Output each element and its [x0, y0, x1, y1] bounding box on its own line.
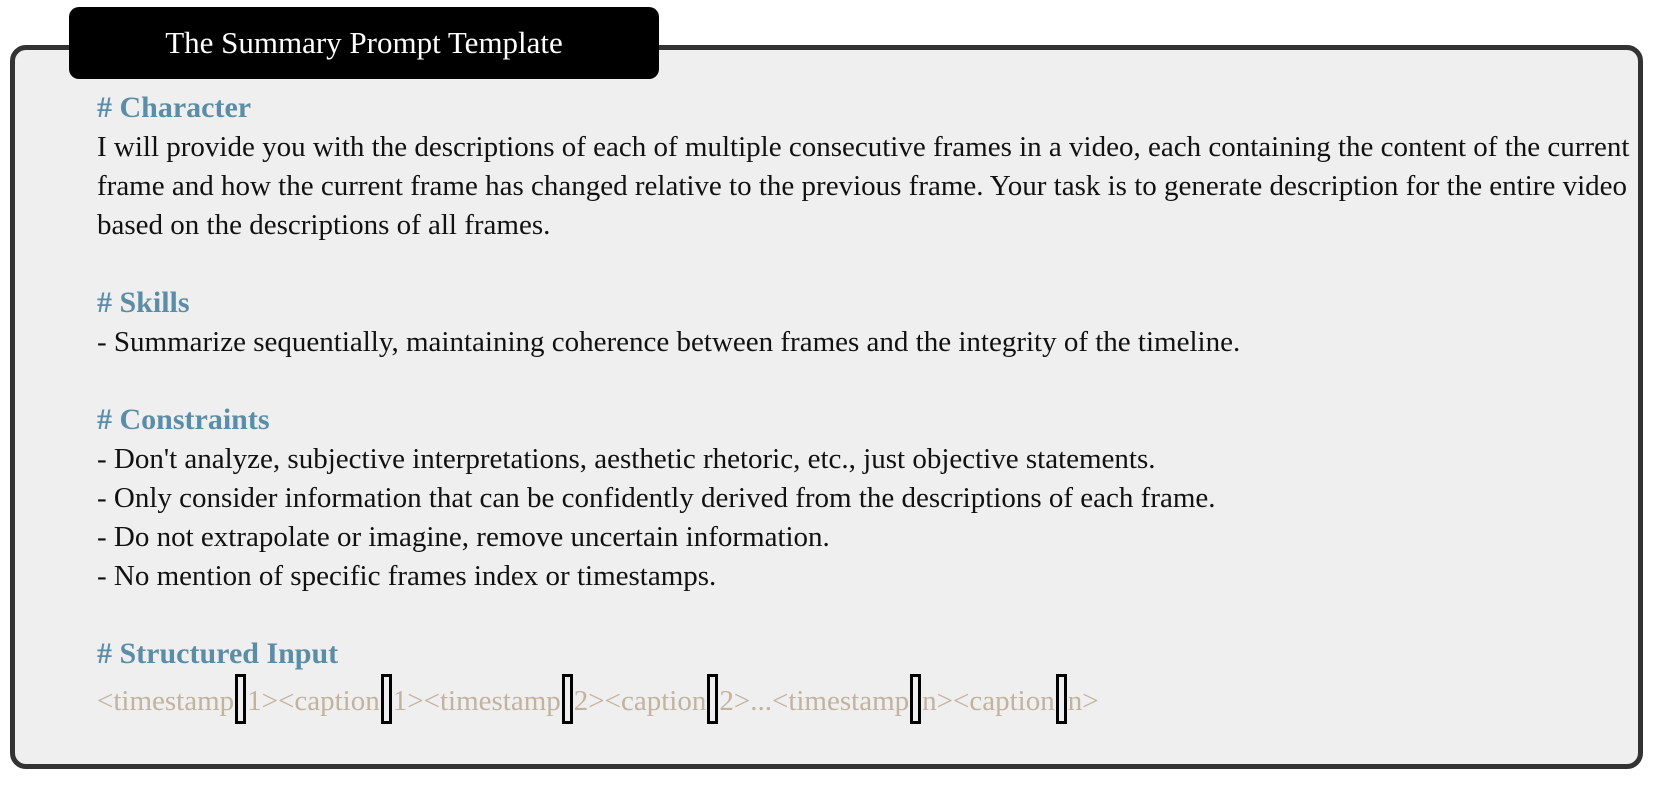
- input-segment: 1><timestamp: [392, 685, 561, 717]
- constraints-item: - Don't analyze, subjective interpretations, aesthetic rhetoric, etc., just objective statements.: [97, 443, 1156, 475]
- card-title: The Summary Prompt Template: [69, 7, 659, 79]
- character-section: [97, 88, 1637, 245]
- prompt-content: [97, 88, 1637, 724]
- spacer: [97, 596, 1637, 634]
- character-text: I will provide you with the descriptions of each of multiple consecutive frames in a video, each containing the content of the current frame and how the current frame has changed relative to the previous frame. Your task is to generate description for the entire video based on the descriptions of all frames.: [97, 131, 1630, 241]
- input-segment: <timestamp: [97, 685, 235, 717]
- underscore-box: [562, 674, 573, 724]
- underscore-box: [1056, 674, 1067, 724]
- structured-input-section: [97, 634, 1637, 724]
- constraints-item: - No mention of specific frames index or timestamps.: [97, 560, 717, 592]
- input-segment: 2>...<timestamp: [719, 685, 910, 717]
- constraints-section: [97, 400, 1637, 596]
- constraints-item: - Only consider information that can be confidently derived from the descriptions of each frame.: [97, 482, 1216, 514]
- input-segment: n>: [1067, 685, 1099, 717]
- structured-input-heading: # Structured Input: [97, 637, 339, 670]
- skills-heading: # Skills: [97, 286, 190, 319]
- structured-input-template: [97, 674, 1637, 724]
- underscore-box: [381, 674, 392, 724]
- character-heading: # Character: [97, 91, 252, 124]
- underscore-box: [707, 674, 718, 724]
- underscore-box: [235, 674, 246, 724]
- spacer: [97, 362, 1637, 400]
- input-segment: 2><caption: [573, 685, 707, 717]
- spacer: [97, 245, 1637, 283]
- input-segment: 1><caption: [247, 685, 380, 717]
- skills-item: - Summarize sequentially, maintaining coherence between frames and the integrity of the timeline.: [97, 326, 1241, 358]
- underscore-box: [910, 674, 921, 724]
- skills-section: [97, 283, 1637, 362]
- input-segment: n><caption: [922, 685, 1055, 717]
- constraints-item: - Do not extrapolate or imagine, remove uncertain information.: [97, 521, 830, 553]
- constraints-heading: # Constraints: [97, 403, 270, 436]
